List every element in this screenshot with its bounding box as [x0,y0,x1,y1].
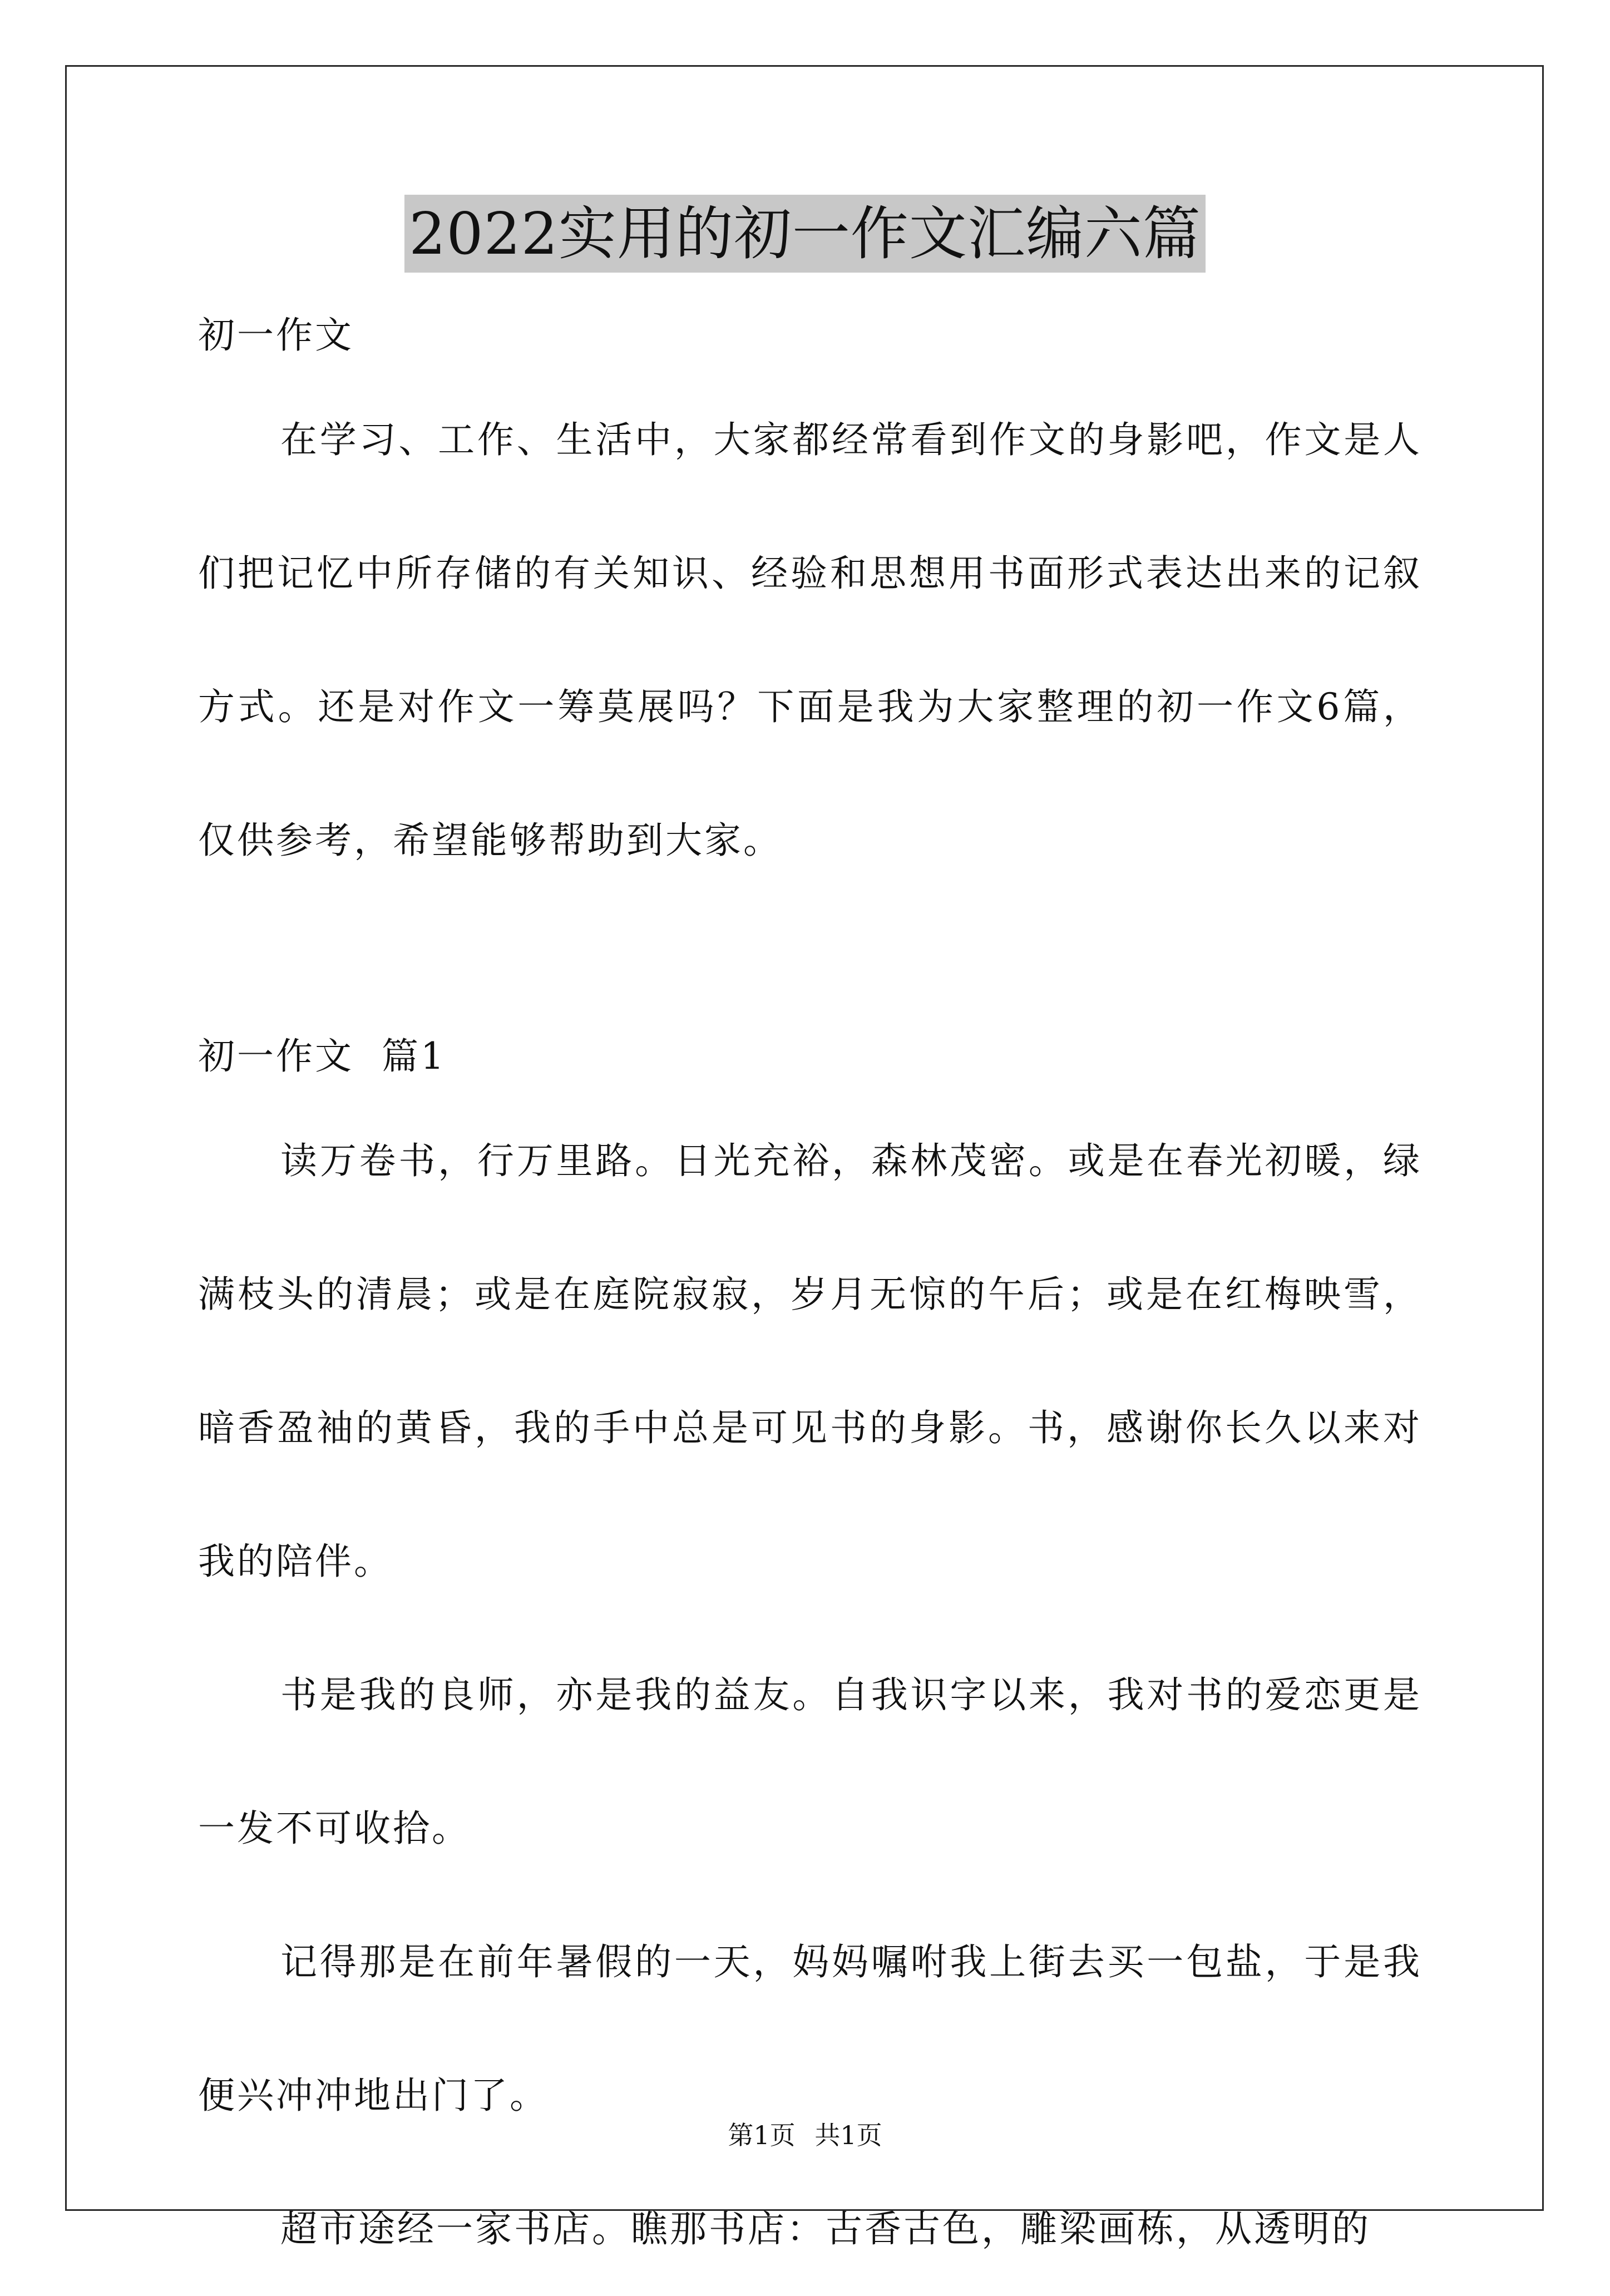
paragraph: 在学习、工作、生活中，大家都经常看到作文的身影吧，作文是人们把记忆中所存储的有关知识、经验和思想用书面形式表达出来的记叙方式。还是对作文一筹莫展吗？下面是我为大家整理的初一作文6篇，仅供参考，希望能够帮助到大家。 [198,418,1422,862]
paragraph: 读万卷书，行万里路。日光充裕，森林茂密。或是在春光初暖，绿满枝头的清晨；或是在庭院寂寂，岁月无惊的午后；或是在红梅映雪，暗香盈袖的黄昏，我的手中总是可见书的身影。书，感谢你长久以来对我的陪伴。 [198,1139,1422,1583]
paragraph: 超市途经一家书店。瞧那书店：古香古色，雕梁画栋，从透明的 [280,2208,1371,2250]
title-wrap [0,195,1610,273]
section-heading: 初一作文 篇1 [198,1035,446,1078]
paragraph: 书是我的良师，亦是我的益友。自我识字以来，我对书的爱恋更是一发不可收拾。 [198,1673,1422,1850]
page-total: 共1页 [814,2120,882,2150]
section-heading: 初一作文 [198,314,354,357]
page-footer [0,2119,1610,2152]
spacer [198,907,1422,1030]
document-title: 2022实用的初一作文汇编六篇 [404,195,1206,273]
page-number: 第1页 [728,2120,796,2150]
document-body [198,309,1422,2296]
paragraph: 记得那是在前年暑假的一天，妈妈嘱咐我上街去买一包盐，于是我便兴冲冲地出门了。 [198,1941,1422,2117]
